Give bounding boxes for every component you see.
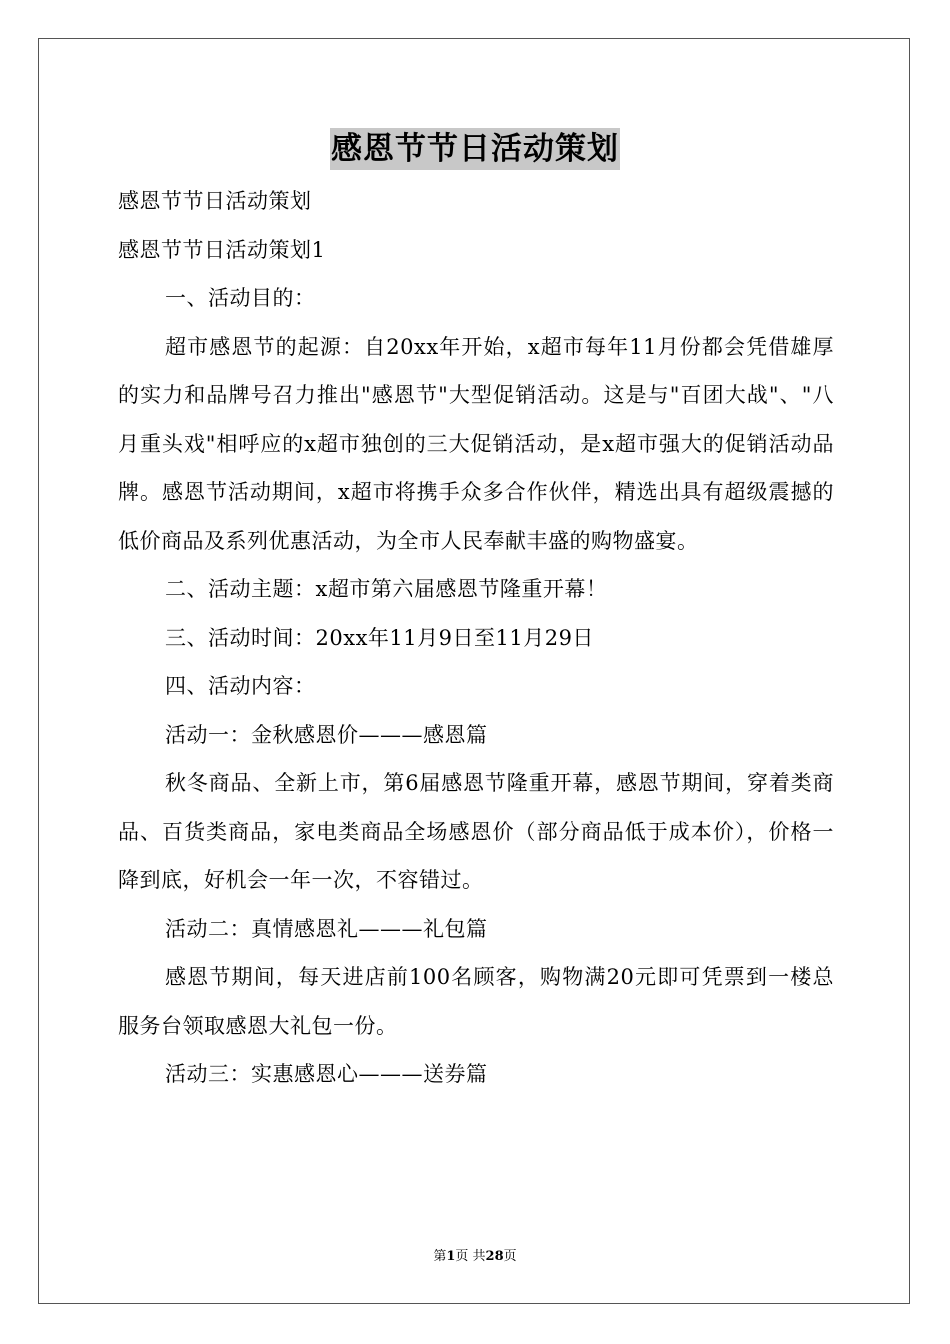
activity-heading: 活动三：实惠感恩心———送券篇 bbox=[165, 1062, 488, 1086]
total-pages-number: 28 bbox=[485, 1249, 504, 1264]
paragraph: 感恩节节日活动策划1 bbox=[118, 237, 326, 262]
footer-middle: 页 共 bbox=[455, 1249, 486, 1264]
section-heading: 三、活动时间：20xx年11月9日至11月29日 bbox=[165, 625, 594, 650]
paragraph: 感恩节节日活动策划 bbox=[118, 189, 312, 213]
document-body bbox=[118, 177, 834, 1099]
paragraph: 秋冬商品、全新上市，第6届感恩节隆重开幕，感恩节期间，穿着类商品、百货类商品，家电类商品全场感恩价（部分商品低于成本价），价格一降到底，好机会一年一次，不容错过。 bbox=[118, 771, 834, 892]
current-page-number: 1 bbox=[446, 1249, 456, 1264]
section-heading: 一、活动目的： bbox=[165, 286, 316, 310]
page-footer bbox=[0, 1248, 950, 1266]
document-title: 感恩节节日活动策划 bbox=[330, 128, 620, 170]
footer-prefix: 第 bbox=[433, 1249, 447, 1264]
paragraph: 超市感恩节的起源：自20xx年开始，x超市每年11月份都会凭借雄厚的实力和品牌号召力推出"感恩节"大型促销活动。这是与"百团大战"、"八月重头戏"相呼应的x超市独创的三大促销活动，是x超市强大的促销活动品牌。感恩节活动期间，x超市将携手众多合作伙伴，精选出具有超级震撼的低价商品及系列优惠活动，为全市人民奉献丰盛的购物盛宴。 bbox=[118, 334, 834, 553]
section-heading: 二、活动主题：x超市第六届感恩节隆重开幕！ bbox=[165, 577, 608, 601]
activity-heading: 活动二：真情感恩礼———礼包篇 bbox=[165, 916, 488, 941]
paragraph: 感恩节期间，每天进店前100名顾客，购物满20元即可凭票到一楼总服务台领取感恩大礼包一份。 bbox=[118, 965, 834, 1038]
title-container bbox=[0, 128, 950, 170]
section-heading: 四、活动内容： bbox=[165, 674, 316, 698]
footer-suffix: 页 bbox=[503, 1249, 517, 1264]
activity-heading: 活动一：金秋感恩价———感恩篇 bbox=[165, 722, 488, 747]
